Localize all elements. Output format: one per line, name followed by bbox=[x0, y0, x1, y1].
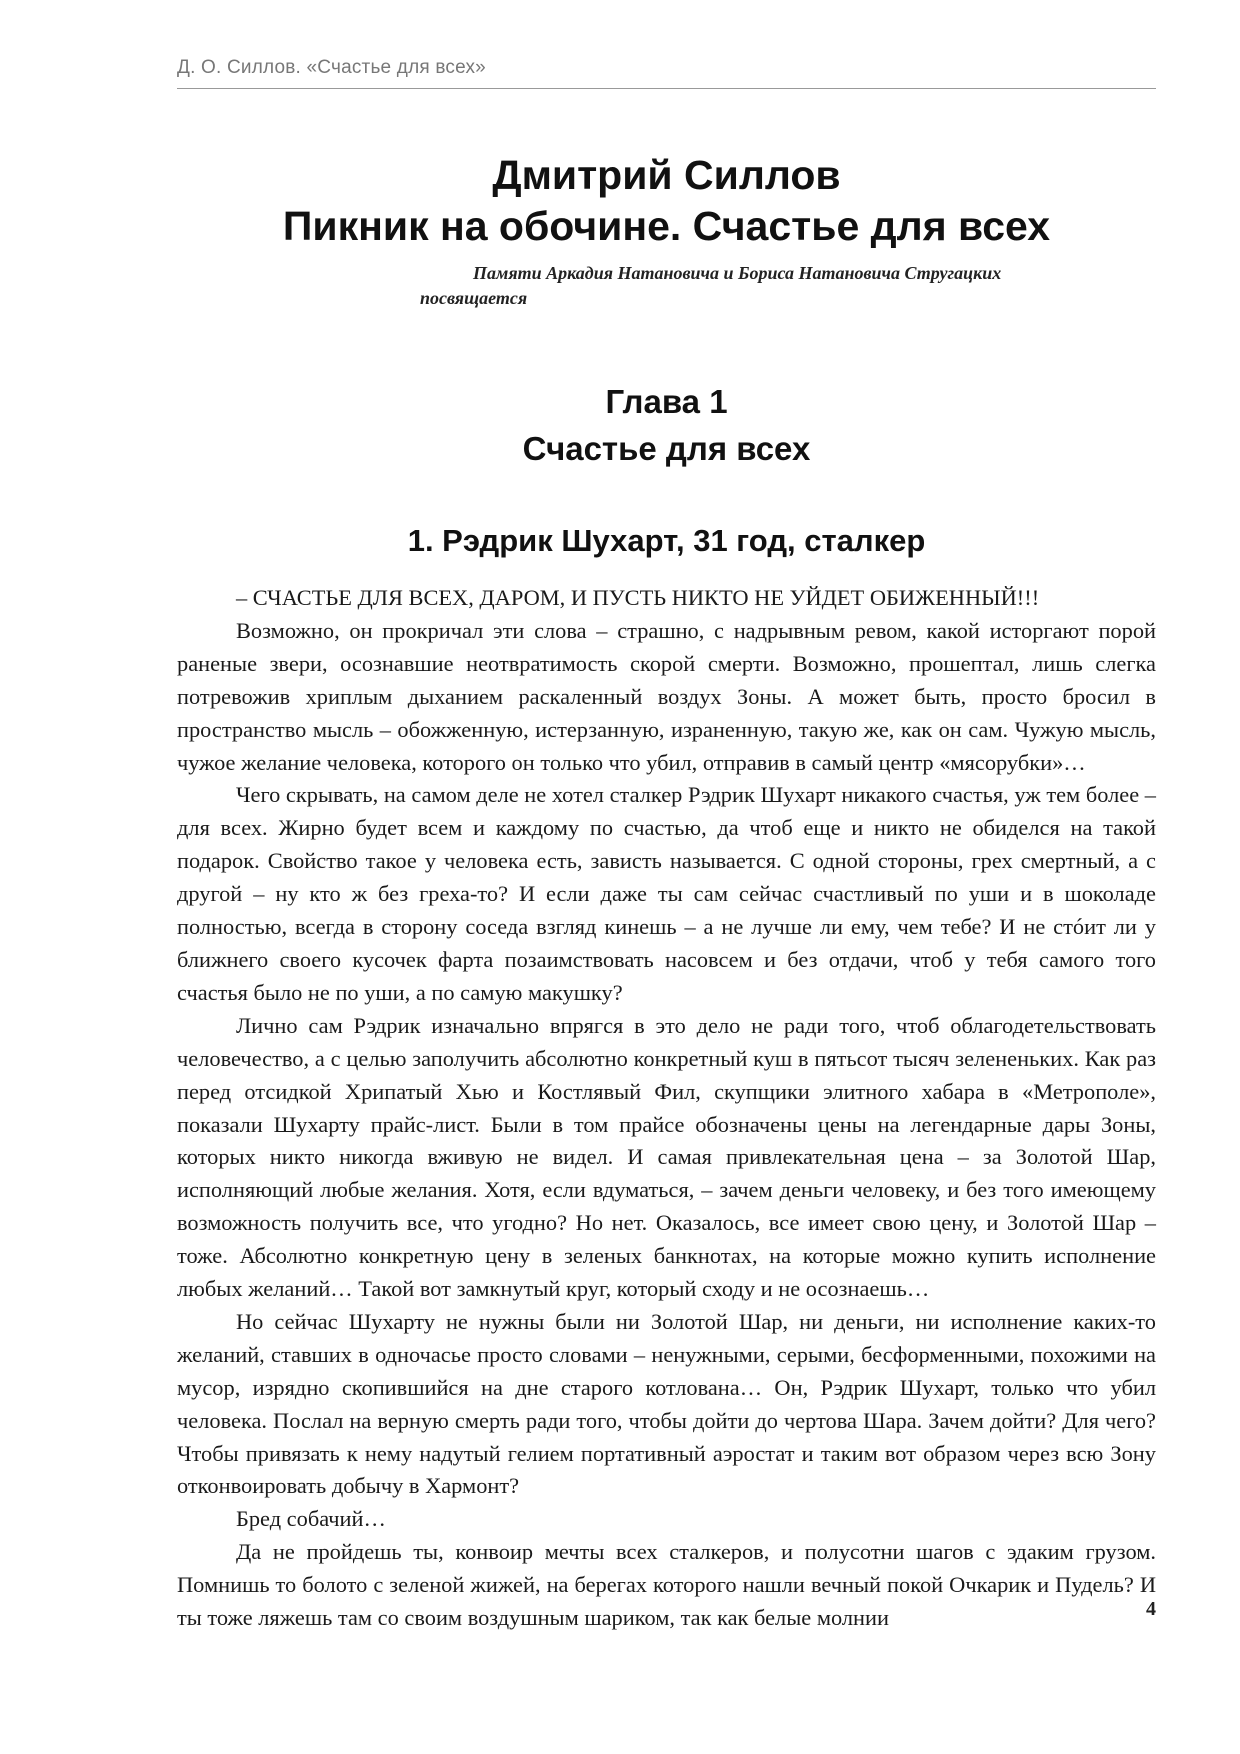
section-title: 1. Рэдрик Шухарт, 31 год, сталкер bbox=[407, 523, 926, 558]
paragraph: Лично сам Рэдрик изначально впрягся в это дело не ради того, чтоб облагодетельствовать человечество, а с целью заполучить абсолютно конкретный куш в пятьсот тысяч зелененьких. Как раз перед отсидкой Хрипатый Хью и Костлявый Фил, скупщики элитного хабара в «Метрополе», показали Шухарту прайс-лист. Были в том прайсе обозначены цены на легендарные дары Зоны, которых никто никогда вживую не видел. И самая привлекательная цена – за Золотой Шар, исполняющий любые желания. Хотя, если вдуматься, – зачем деньги человеку, и без того имеющему возможность получить все, что угодно? Но нет. Оказалось, все имеет свою цену, и Золотой Шар – тоже. Абсолютно конкретную цену в зеленых банкнотах, на которые можно купить исполнение любых желаний… Такой вот замкнутый круг, который сходу и не осознаешь… bbox=[177, 1012, 1156, 1302]
paragraph: – СЧАСТЬЕ ДЛЯ ВСЕХ, ДАРОМ, И ПУСТЬ НИКТО НЕ УЙДЕТ ОБИЖЕННЫЙ!!! bbox=[236, 585, 1040, 610]
paragraph: Бред собачий… bbox=[236, 1506, 386, 1532]
dedication-line-1: Памяти Аркадия Натановича и Бориса Натановича Стругацких bbox=[473, 263, 1002, 283]
chapter-heading bbox=[177, 378, 1156, 472]
chapter-title: Счастье для всех bbox=[522, 430, 811, 467]
paragraph: Возможно, он прокричал эти слова – страшно, с надрывным ревом, какой исторгают порой раненые звери, осознавшие неотвратимость скорой смерти. Возможно, прошептал, лишь слегка потревожив хриплым дыханием раскаленный воздух Зоны. А может быть, просто бросил в пространство мысль – обожженную, истерзанную, израненную, такую же, как он сам. Чужую мысль, чужое желание человека, которого он только что убил, отправив в самый центр «мясорубки»… bbox=[177, 617, 1156, 775]
book-title-block bbox=[177, 150, 1156, 252]
paragraph: Чего скрывать, на самом деле не хотел сталкер Рэдрик Шухарт никакого счастья, уж тем более – для всех. Жирно будет всем и каждому по счастью, да чтоб еще и никто не обиделся на такой подарок. Свойство такое у человека есть, зависть называется. С одной стороны, грех смертный, а с другой – ну кто ж без греха-то? И если даже ты сам сейчас счастливый по уши и в шоколаде полностью, всегда в сторону соседа взгляд кинешь – а не лучше ли ему, чем тебе? И не стóит ли у ближнего своего кусочек фарта позаимствовать насовсем и без отдачи, чтоб у тебя самого того счастья было не по уши, а по самую макушку? bbox=[177, 782, 1156, 1005]
chapter-number: Глава 1 bbox=[605, 383, 728, 420]
paragraph: Да не пройдешь ты, конвоир мечты всех сталкеров, и полусотни шагов с эдаким грузом. Помнишь то болото с зеленой жижей, на берегах которого нашли вечный покой Очкарик и Пудель? И ты тоже ляжешь там со своим воздушным шариком, так как белые молнии bbox=[177, 1539, 1156, 1631]
body-text bbox=[177, 582, 1156, 1635]
author-name: Дмитрий Силлов bbox=[492, 152, 841, 198]
header-divider bbox=[177, 88, 1156, 89]
dedication-line-2: посвящается bbox=[420, 288, 528, 308]
page-number: 4 bbox=[1146, 1598, 1156, 1620]
book-title: Пикник на обочине. Счастье для всех bbox=[282, 203, 1051, 249]
running-header: Д. О. Силлов. «Счастье для всех» bbox=[177, 57, 486, 78]
paragraph: Но сейчас Шухарту не нужны были ни Золотой Шар, ни деньги, ни исполнение каких-то желаний, ставших в одночасье просто словами – ненужными, серыми, бесформенными, похожими на мусор, изрядно скопившийся на дне старого котлована… Он, Рэдрик Шухарт, только что убил человека. Послал на верную смерть ради того, чтобы дойти до чертова Шара. Зачем дойти? Для чего? Чтобы привязать к нему надутый гелием портативный аэростат и таким вот образом через всю Зону отконвоировать добычу в Хармонт? bbox=[177, 1308, 1156, 1499]
